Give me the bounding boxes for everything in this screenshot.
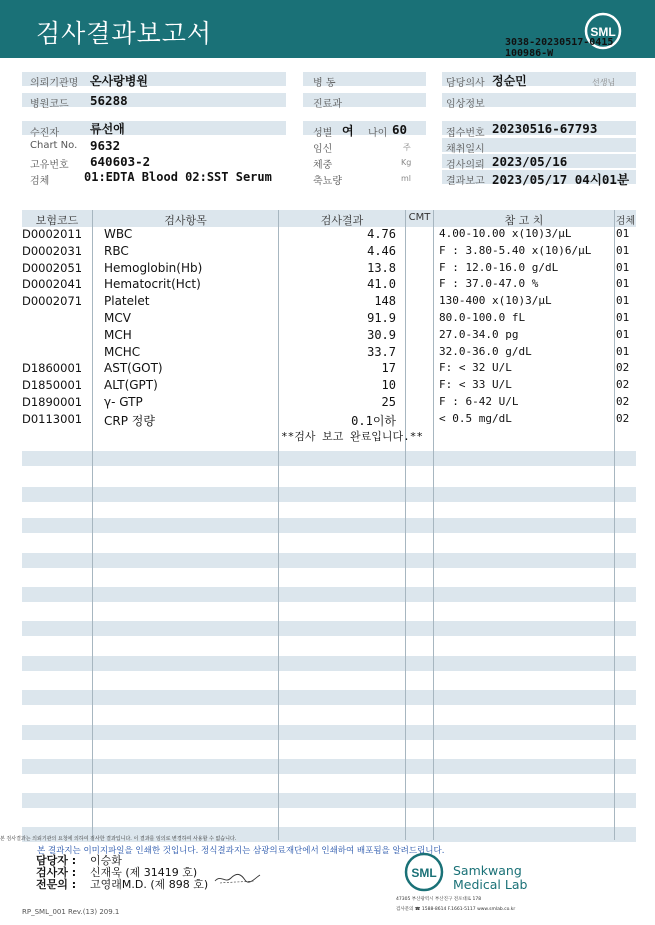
insurance-code: D0002011 [22,227,83,241]
report-complete-text: **검사 보고 완료입니다.** [281,430,423,443]
report-number-line2: 100986-W [505,48,554,59]
test-result: 17 [381,361,396,376]
document-code: RP_SML_001 Rev.(13) 209.1 [22,908,120,916]
table-row [0,378,655,395]
test-name: RBC [104,243,129,258]
test-result: 33.7 [367,344,396,359]
insurance-code: D0002031 [22,243,83,258]
specimen-label: 검체 [30,176,50,187]
table-row [0,412,655,429]
doctor-suffix: 선생님 [592,78,616,87]
col-header-specimen: 검체 [615,216,636,227]
doctor-label: 담당의사 [446,78,485,89]
request-value: 2023/05/16 [492,154,568,169]
reference-range: 130-400 x(10)3/μL [439,294,552,308]
preg-label: 임신 [313,144,333,155]
table-row [0,294,655,311]
insurance-code: D1850001 [22,378,83,393]
hospital-label: 의뢰기관명 [30,78,79,89]
table-row [0,227,655,244]
specimen-code: 01 [616,311,630,324]
test-name: CRP 정량 [104,413,155,428]
urine-label: 축뇨량 [313,176,342,187]
insurance-code: D0002041 [22,277,83,292]
page-title: 검사결과보고서 [36,19,213,48]
reference-range: F : 37.0-47.0 % [439,277,539,291]
test-result: 4.46 [367,243,396,258]
test-result: 10 [381,378,396,393]
chart-value: 9632 [90,138,121,153]
table-stripe [22,587,636,602]
insurance-code: D0002051 [22,260,83,275]
table-stripe [22,725,636,740]
signer-label: 전문의 : [36,878,77,891]
specimen-code: 01 [616,327,630,341]
reference-range: F : 6-42 U/L [439,395,519,408]
test-result: 148 [374,294,396,309]
table-row [0,311,655,328]
id-value: 640603-2 [90,154,151,169]
hospital-value: 온사랑병원 [90,74,148,88]
test-result: 41.0 [367,277,396,292]
test-name: MCHC [104,344,141,359]
patient-label: 수진자 [30,128,59,139]
company-name [453,864,527,892]
company-contact: 검사문의 ☎ 1588-8614 F.1661-5117 www.smlab.co.kr [396,907,516,912]
report-number [505,37,613,59]
col-header-cmt: CMT [408,212,431,223]
specimen-code: 01 [616,227,630,240]
test-result: 0.1이하 [351,413,396,428]
signer-value: 고영래M.D. (제 898 호) [90,878,209,891]
weight-unit: Kg [401,158,412,167]
reference-range: F : 12.0-16.0 g/dL [439,260,559,274]
test-name: AST(GOT) [104,361,163,376]
signer-label: 담당자 : [36,854,77,867]
company-address: 47305 부산광역시 부산진구 전포대로 178 [396,897,482,902]
table-stripe [22,451,636,466]
test-name: Hemoglobin(Hb) [104,260,203,275]
band [22,121,286,135]
age-label: 나이 [368,128,388,139]
ward-label: 병 동 [313,78,336,89]
test-name: ALT(GPT) [104,378,158,393]
test-name: Hematocrit(Hct) [104,277,201,292]
specimen-code: 01 [616,243,630,257]
patient-value: 류선애 [90,122,125,136]
table-stripe [22,518,636,533]
collect-label: 채취일시 [446,144,485,155]
age-value: 60 [392,122,408,137]
clinical-label: 임상정보 [446,99,485,110]
test-result: 91.9 [367,311,396,325]
company-name-line2: Medical Lab [453,877,528,892]
receipt-label: 접수번호 [446,128,485,139]
preg-unit: 주 [403,143,411,152]
table-row [0,261,655,278]
receipt-value: 20230516-67793 [492,121,598,136]
col-header-ref: 참 고 치 [504,214,544,227]
insurance-code: D1890001 [22,395,83,409]
reference-range: 80.0-100.0 fL [439,311,526,324]
table-row [0,345,655,362]
request-label: 검사의뢰 [446,160,485,171]
table-row [0,361,655,378]
table-stripe [22,759,636,774]
insurance-code: D0002071 [22,294,83,309]
specimen-code: 01 [616,344,630,358]
sex-label: 성별 [313,128,333,139]
table-stripe [22,690,636,705]
sml-footer-logo-icon [404,852,444,892]
id-label: 고유번호 [30,160,69,171]
test-name: Platelet [104,294,150,309]
table-stripe [22,793,636,808]
specimen-code: 02 [616,395,630,408]
table-row [0,395,655,412]
table-stripe [22,656,636,671]
test-result: 4.76 [367,227,396,241]
weight-label: 체중 [313,160,333,171]
test-name: MCH [104,327,132,342]
test-result: 25 [381,395,396,409]
table-row [0,277,655,294]
signature-icon [212,870,262,886]
dept-label: 진료과 [313,99,342,110]
col-header-item: 검사항목 [164,214,207,227]
doctor-value: 정순민 [492,74,527,88]
company-name-line1: Samkwang [453,863,522,878]
report-number-line1: 3038-20230517-0415 [505,37,614,48]
urine-unit: ml [401,174,412,183]
table-row [0,244,655,261]
code-label: 병원코드 [30,99,69,110]
signer-value: 이승화 [90,854,122,867]
table-row [0,328,655,345]
col-header-result: 검사결과 [320,214,364,227]
disclaimer-text: 본 검사결과는 의뢰기관의 요청에 의하여 검사한 결과입니다. 이 결과를 임의로 변경하여 사용할 수 없습니다. [0,836,237,842]
code-value: 56288 [90,93,128,108]
signer-label: 검사자 : [36,866,77,879]
reference-range: 4.00-10.00 x(10)3/μL [439,227,572,240]
col-header-code: 보험코드 [35,214,79,227]
table-stripe [22,553,636,568]
signer-value: 신재욱 (제 31419 호) [90,866,198,879]
table-stripe [22,487,636,502]
header-logo-text: SML [590,25,616,39]
test-name: WBC [104,227,133,241]
specimen-code: 01 [616,277,630,291]
report-value: 2023/05/17 04시01분 [492,172,630,187]
reference-range: F: < 33 U/L [439,378,512,392]
specimen-code: 01 [616,294,630,308]
test-name: MCV [104,311,131,325]
insurance-code: D0113001 [22,411,83,426]
specimen-code: 02 [616,378,630,392]
reference-range: 27.0-34.0 pg [439,327,519,341]
specimen-value: 01:EDTA Blood 02:SST Serum [84,170,272,184]
table-stripe [22,621,636,636]
reference-range: F : 3.80-5.40 x(10)6/μL [439,243,592,257]
test-result: 30.9 [367,327,396,342]
footer-logo-text: SML [411,866,437,880]
specimen-code: 02 [616,411,630,425]
sex-value: 여 [342,124,354,138]
chart-label: Chart No. [30,140,78,151]
test-result: 13.8 [367,260,396,275]
reference-range: F: < 32 U/L [439,361,512,375]
specimen-code: 02 [616,361,630,375]
notice-text: 본 결과지는 이미지파일을 인쇄한 것입니다. 정식결과지는 삼광의료재단에서 인쇄하여 배포됨을 알려드립니다. [37,846,445,856]
reference-range: 32.0-36.0 g/dL [439,344,532,358]
report-label: 결과보고 [446,176,485,187]
insurance-code: D1860001 [22,361,83,376]
reference-range: < 0.5 mg/dL [439,411,512,425]
specimen-code: 01 [616,260,630,274]
test-name: γ- GTP [104,395,143,409]
